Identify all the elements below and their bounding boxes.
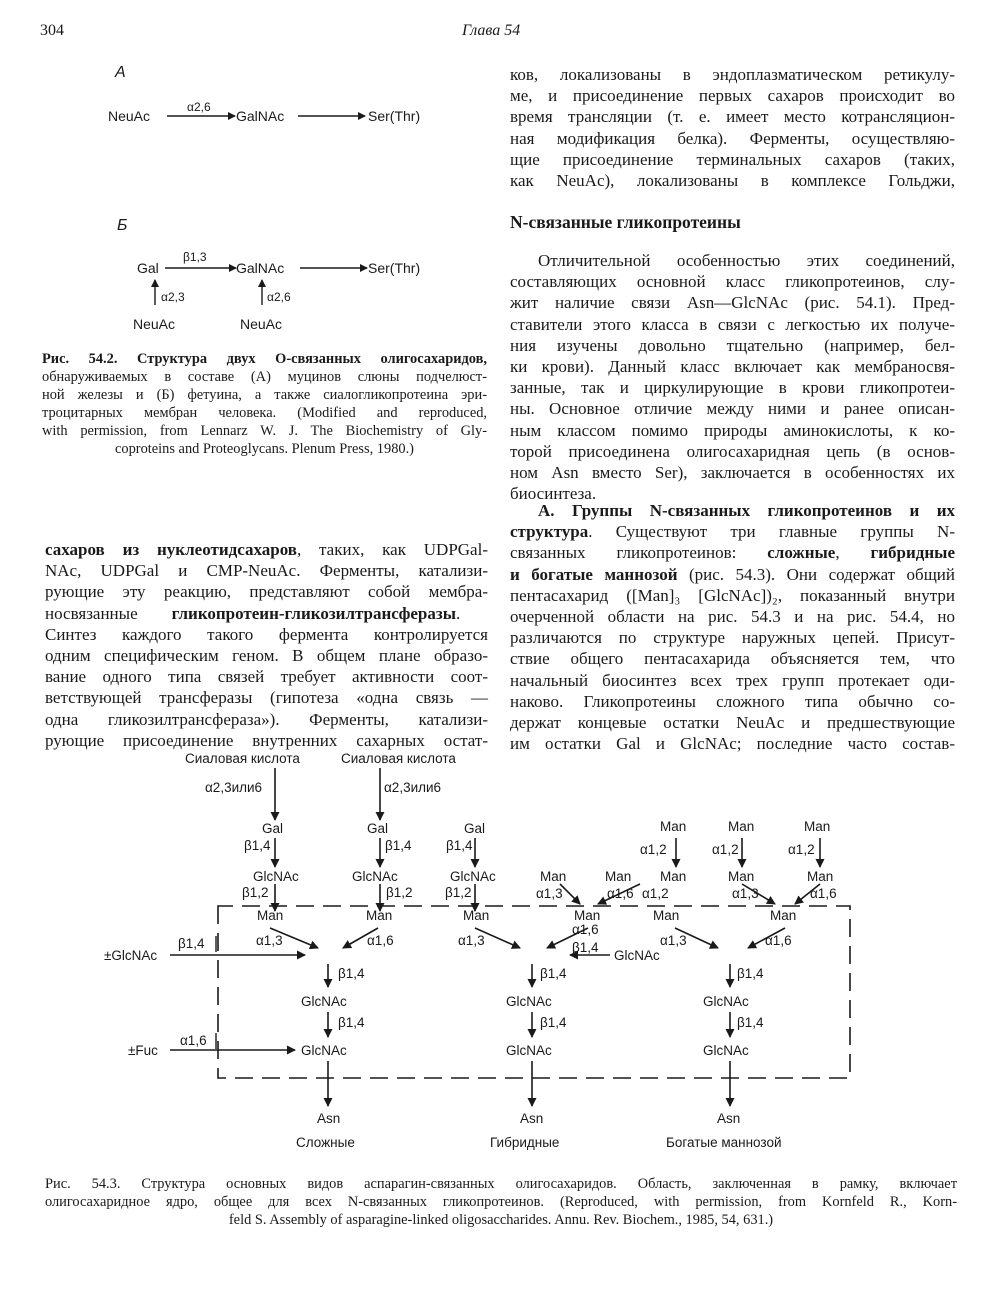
section-heading: N-связанные гликопротеины bbox=[510, 212, 741, 232]
link-b14: β1,4 bbox=[540, 1015, 567, 1030]
caption-line: обнаруживаемых в составе (А) муцинов слюны подчелюст- bbox=[42, 369, 487, 385]
link-b14: β1,4 bbox=[737, 1015, 764, 1030]
figure-54-2-caption bbox=[42, 350, 487, 458]
text-line: жит наличие связи Asn—GlcNAc (рис. 54.1). Пред- bbox=[510, 293, 955, 313]
a-ser: Ser(Thr) bbox=[368, 108, 421, 124]
link-b12: β1,2 bbox=[242, 885, 269, 900]
pm-fuc: ±Fuc bbox=[128, 1043, 158, 1058]
man: Man bbox=[660, 819, 687, 834]
man: Man bbox=[366, 908, 393, 923]
b-neuac-1: NeuAc bbox=[133, 316, 176, 332]
link-a16: α1,6 bbox=[607, 886, 634, 901]
text-line: ны. Основное отличие между ними и ранее описан- bbox=[510, 399, 955, 419]
text-line: составляющих основной класс гликопротеинов, слу- bbox=[510, 272, 955, 292]
link-a12: α1,2 bbox=[642, 886, 669, 901]
text-run: , bbox=[835, 543, 871, 563]
caption-line: Рис. 54.3. Структура основных видов аспарагин-связанных олигосахаридов. Область, заключенная в рамку, включает bbox=[45, 1176, 957, 1192]
link-a13: α1,3 bbox=[660, 933, 687, 948]
glcnac: GlcNAc bbox=[301, 1043, 347, 1058]
page-number: 304 bbox=[40, 22, 64, 39]
man: Man bbox=[463, 908, 490, 923]
text-line: рующие присоединение внутренних сахарных остат- bbox=[45, 730, 488, 750]
link-a13: α1,3 bbox=[536, 886, 563, 901]
text-line: ствие общего пентасахарида объясняется тем, что bbox=[510, 649, 955, 669]
caption-line: троцитарных мембран человека. (Modified and reproduced, bbox=[42, 405, 487, 421]
bold-run: гликопротеин-гликозилтрансферазы bbox=[171, 603, 456, 623]
label-complex: Сложные bbox=[296, 1135, 355, 1150]
text-line: очерченной области на рис. 54.3 и на рис. 54.4, но bbox=[510, 606, 955, 626]
link-a12: α1,2 bbox=[712, 842, 739, 857]
b-ser: Ser(Thr) bbox=[368, 260, 421, 276]
text-run: . bbox=[455, 603, 461, 623]
link-b12: β1,2 bbox=[386, 885, 413, 900]
asn: Asn bbox=[317, 1111, 341, 1126]
link-a16: α1,6 bbox=[572, 922, 599, 937]
glcnac: GlcNAc bbox=[614, 948, 660, 963]
caption-line: ной железы и (Б) фетуина, а также сиалогликопротеина эри- bbox=[42, 387, 487, 403]
link-b14: β1,4 bbox=[385, 838, 412, 853]
man: Man bbox=[660, 869, 687, 884]
text-line: NAc, UDPGal и CMP-NeuAc. Ферменты, катализи- bbox=[45, 561, 488, 581]
link-a23or6: α2,3или6 bbox=[205, 780, 263, 795]
man: Man bbox=[653, 908, 680, 923]
man: Man bbox=[728, 819, 755, 834]
text-line: рующие эту реакцию, представляют собой мембра- bbox=[45, 582, 488, 602]
man: Man bbox=[540, 869, 567, 884]
figure-54-3 bbox=[0, 740, 998, 1160]
text-line: ния изучены довольно тщательно (например, бел- bbox=[510, 335, 955, 355]
text-line: ветствующей трансферазы (гипотеза «одна связь — bbox=[45, 688, 488, 708]
link-a12: α1,2 bbox=[788, 842, 815, 857]
link-b14: β1,4 bbox=[338, 1015, 365, 1030]
b-link1: β1,3 bbox=[183, 250, 207, 264]
man: Man bbox=[807, 869, 834, 884]
text-line: вание одного типа связей требует активности соот- bbox=[45, 667, 488, 687]
glcnac: GlcNAc bbox=[301, 994, 347, 1009]
bold-run: и богатые маннозой bbox=[510, 564, 678, 584]
right-column-para1 bbox=[510, 250, 955, 504]
text-line: ным классом помимо природы аминокислоты, к ко- bbox=[510, 420, 955, 440]
man: Man bbox=[605, 869, 632, 884]
text-line: торой присоединена олигосахаридная цепь (в основ- bbox=[510, 441, 955, 461]
text-line: ков, локализованы в эндоплазматическом ретикулу- bbox=[510, 65, 955, 84]
text-line: биосинтеза. bbox=[510, 484, 597, 504]
caption-line: олигосахаридное ядро, общее для всех N-связанных гликопротеинов. (Reproduced, with permission, from Kornfeld R., Korn- bbox=[45, 1194, 957, 1210]
text-line: ная модификация белка). Ферменты, осуществляю- bbox=[510, 128, 955, 148]
link-a16: α1,6 bbox=[765, 933, 792, 948]
caption-line: Рис. 54.2. Структура двух О-связанных олигосахаридов, bbox=[42, 351, 487, 367]
link-b14: β1,4 bbox=[338, 966, 365, 981]
figure-54-2 bbox=[95, 55, 445, 345]
b-gal: Gal bbox=[137, 260, 159, 276]
b-galnac: GalNAc bbox=[236, 260, 285, 276]
text-run: носвязанные bbox=[45, 603, 138, 623]
link-a16: α1,6 bbox=[810, 886, 837, 901]
link-a13: α1,3 bbox=[256, 933, 283, 948]
bold-run: гибридные bbox=[870, 543, 955, 563]
text-line: щие присоединение терминальных сахаров (таких, bbox=[510, 149, 955, 169]
text-line: Отличительной особенностью этих соединений, bbox=[538, 251, 955, 270]
text-line: одна гликозилтрансфераза»). Ферменты, катализи- bbox=[45, 709, 488, 729]
gal: Gal bbox=[464, 821, 486, 836]
man: Man bbox=[804, 819, 831, 834]
link-a16: α1,6 bbox=[367, 933, 394, 948]
link-a13: α1,3 bbox=[732, 886, 759, 901]
asn: Asn bbox=[520, 1111, 544, 1126]
text-line: занные, так и циркулирующие в крови гликопротеи- bbox=[510, 378, 955, 398]
link-a23or6: α2,3или6 bbox=[384, 780, 442, 795]
caption-line: with permission, from Lennarz W. J. The Biochemistry of Gly- bbox=[42, 423, 487, 439]
man: Man bbox=[728, 869, 755, 884]
pm-glcnac: ±GlcNAc bbox=[104, 948, 158, 963]
text-line: ме, и присоединение первых сахаров происходит во bbox=[510, 86, 955, 106]
link-b14: β1,4 bbox=[540, 966, 567, 981]
text-run: . Существуют три главные группы N- bbox=[588, 522, 955, 542]
b-l3: α2,6 bbox=[267, 290, 291, 304]
text-run: , таких, как UDPGal- bbox=[296, 540, 488, 559]
text-line: различаются по структуре наружных цепей. Присут- bbox=[510, 628, 955, 648]
a-galnac: GalNAc bbox=[236, 108, 285, 124]
glcnac: GlcNAc bbox=[506, 994, 552, 1009]
text-line: начальный биосинтез всех трех групп протекает оди- bbox=[510, 670, 955, 690]
a-link: α2,6 bbox=[187, 100, 211, 114]
text-line: ставители этого класса в связи с легкостью их получе- bbox=[510, 314, 955, 334]
b-l2: α2,3 bbox=[161, 290, 185, 304]
text-run: (рис. 54.3). Они содержат общий bbox=[677, 564, 955, 584]
link-b14: β1,4 bbox=[446, 838, 473, 853]
right-column-para2 bbox=[510, 500, 955, 754]
glcnac: GlcNAc bbox=[352, 869, 398, 884]
man: Man bbox=[257, 908, 284, 923]
text-line: одним специфическим геном. В общем плане образо- bbox=[45, 645, 488, 665]
bold-run: сложные bbox=[767, 543, 836, 563]
link-b14: β1,4 bbox=[244, 838, 271, 853]
sialic-acid-1: Сиаловая кислота bbox=[185, 751, 300, 766]
link-a13: α1,3 bbox=[458, 933, 485, 948]
bold-run: структура bbox=[510, 522, 589, 542]
running-header: Глава 54 bbox=[462, 22, 521, 39]
text-line: время трансляции (т. е. имеет место котрансляцион- bbox=[510, 107, 955, 127]
text-line: как NeuAc), локализованы в комплексе Гольджи, bbox=[510, 170, 955, 190]
glcnac: GlcNAc bbox=[253, 869, 299, 884]
link-b12: β1,2 bbox=[445, 885, 472, 900]
label-hybrid: Гибридные bbox=[490, 1135, 560, 1150]
link-b14: β1,4 bbox=[572, 940, 599, 955]
text-line: ки крови). Данный класс включает как мембраносвя- bbox=[510, 356, 955, 376]
left-column-text bbox=[45, 539, 488, 751]
glcnac: GlcNAc bbox=[450, 869, 496, 884]
text-run: связанных гликопротеинов: bbox=[510, 543, 768, 563]
gal: Gal bbox=[262, 821, 284, 836]
gal: Gal bbox=[367, 821, 389, 836]
link-b14: β1,4 bbox=[178, 936, 205, 951]
caption-line: coproteins and Proteoglycans. Plenum Press, 1980.) bbox=[115, 441, 414, 457]
text-line: наково. Гликопротеины сложного типа обычно со- bbox=[510, 691, 955, 711]
bold-run: сахаров из нуклеотидсахаров bbox=[45, 540, 297, 559]
link-a12: α1,2 bbox=[640, 842, 667, 857]
glcnac: GlcNAc bbox=[703, 1043, 749, 1058]
man: Man bbox=[574, 908, 601, 923]
asn: Asn bbox=[717, 1111, 741, 1126]
link-b14: β1,4 bbox=[737, 966, 764, 981]
b-neuac-2: NeuAc bbox=[240, 316, 283, 332]
label-high-mannose: Богатые маннозой bbox=[666, 1135, 782, 1150]
sialic-acid-2: Сиаловая кислота bbox=[341, 751, 456, 766]
link-a16: α1,6 bbox=[180, 1033, 207, 1048]
text-line: пентасахарид ([Man]₃ [GlcNAc])₂, показанный внутри bbox=[510, 585, 955, 605]
man: Man bbox=[770, 908, 797, 923]
bold-run: А. Группы N-связанных гликопротеинов и их bbox=[538, 501, 955, 520]
panel-a-label: А bbox=[115, 64, 126, 81]
glcnac: GlcNAc bbox=[506, 1043, 552, 1058]
caption-line: feld S. Assembly of asparagine-linked oligosaccharides. Annu. Rev. Biochem., 1985, 54, 631.) bbox=[228, 1212, 774, 1228]
text-line: им остатки Gal и GlcNAc; последние часто состав- bbox=[510, 734, 955, 754]
text-line: ном Asn вместо Ser), заключается в особенностях их bbox=[510, 462, 955, 482]
text-line: держат концевые остатки NeuAc и предшествующие bbox=[510, 712, 955, 732]
right-column-intro bbox=[510, 64, 955, 191]
text-line: Синтез каждого такого фермента контролируется bbox=[45, 624, 488, 644]
figure-54-3-caption bbox=[45, 1175, 957, 1229]
glcnac: GlcNAc bbox=[703, 994, 749, 1009]
panel-b-label: Б bbox=[117, 217, 128, 234]
a-neuac: NeuAc bbox=[108, 108, 151, 124]
